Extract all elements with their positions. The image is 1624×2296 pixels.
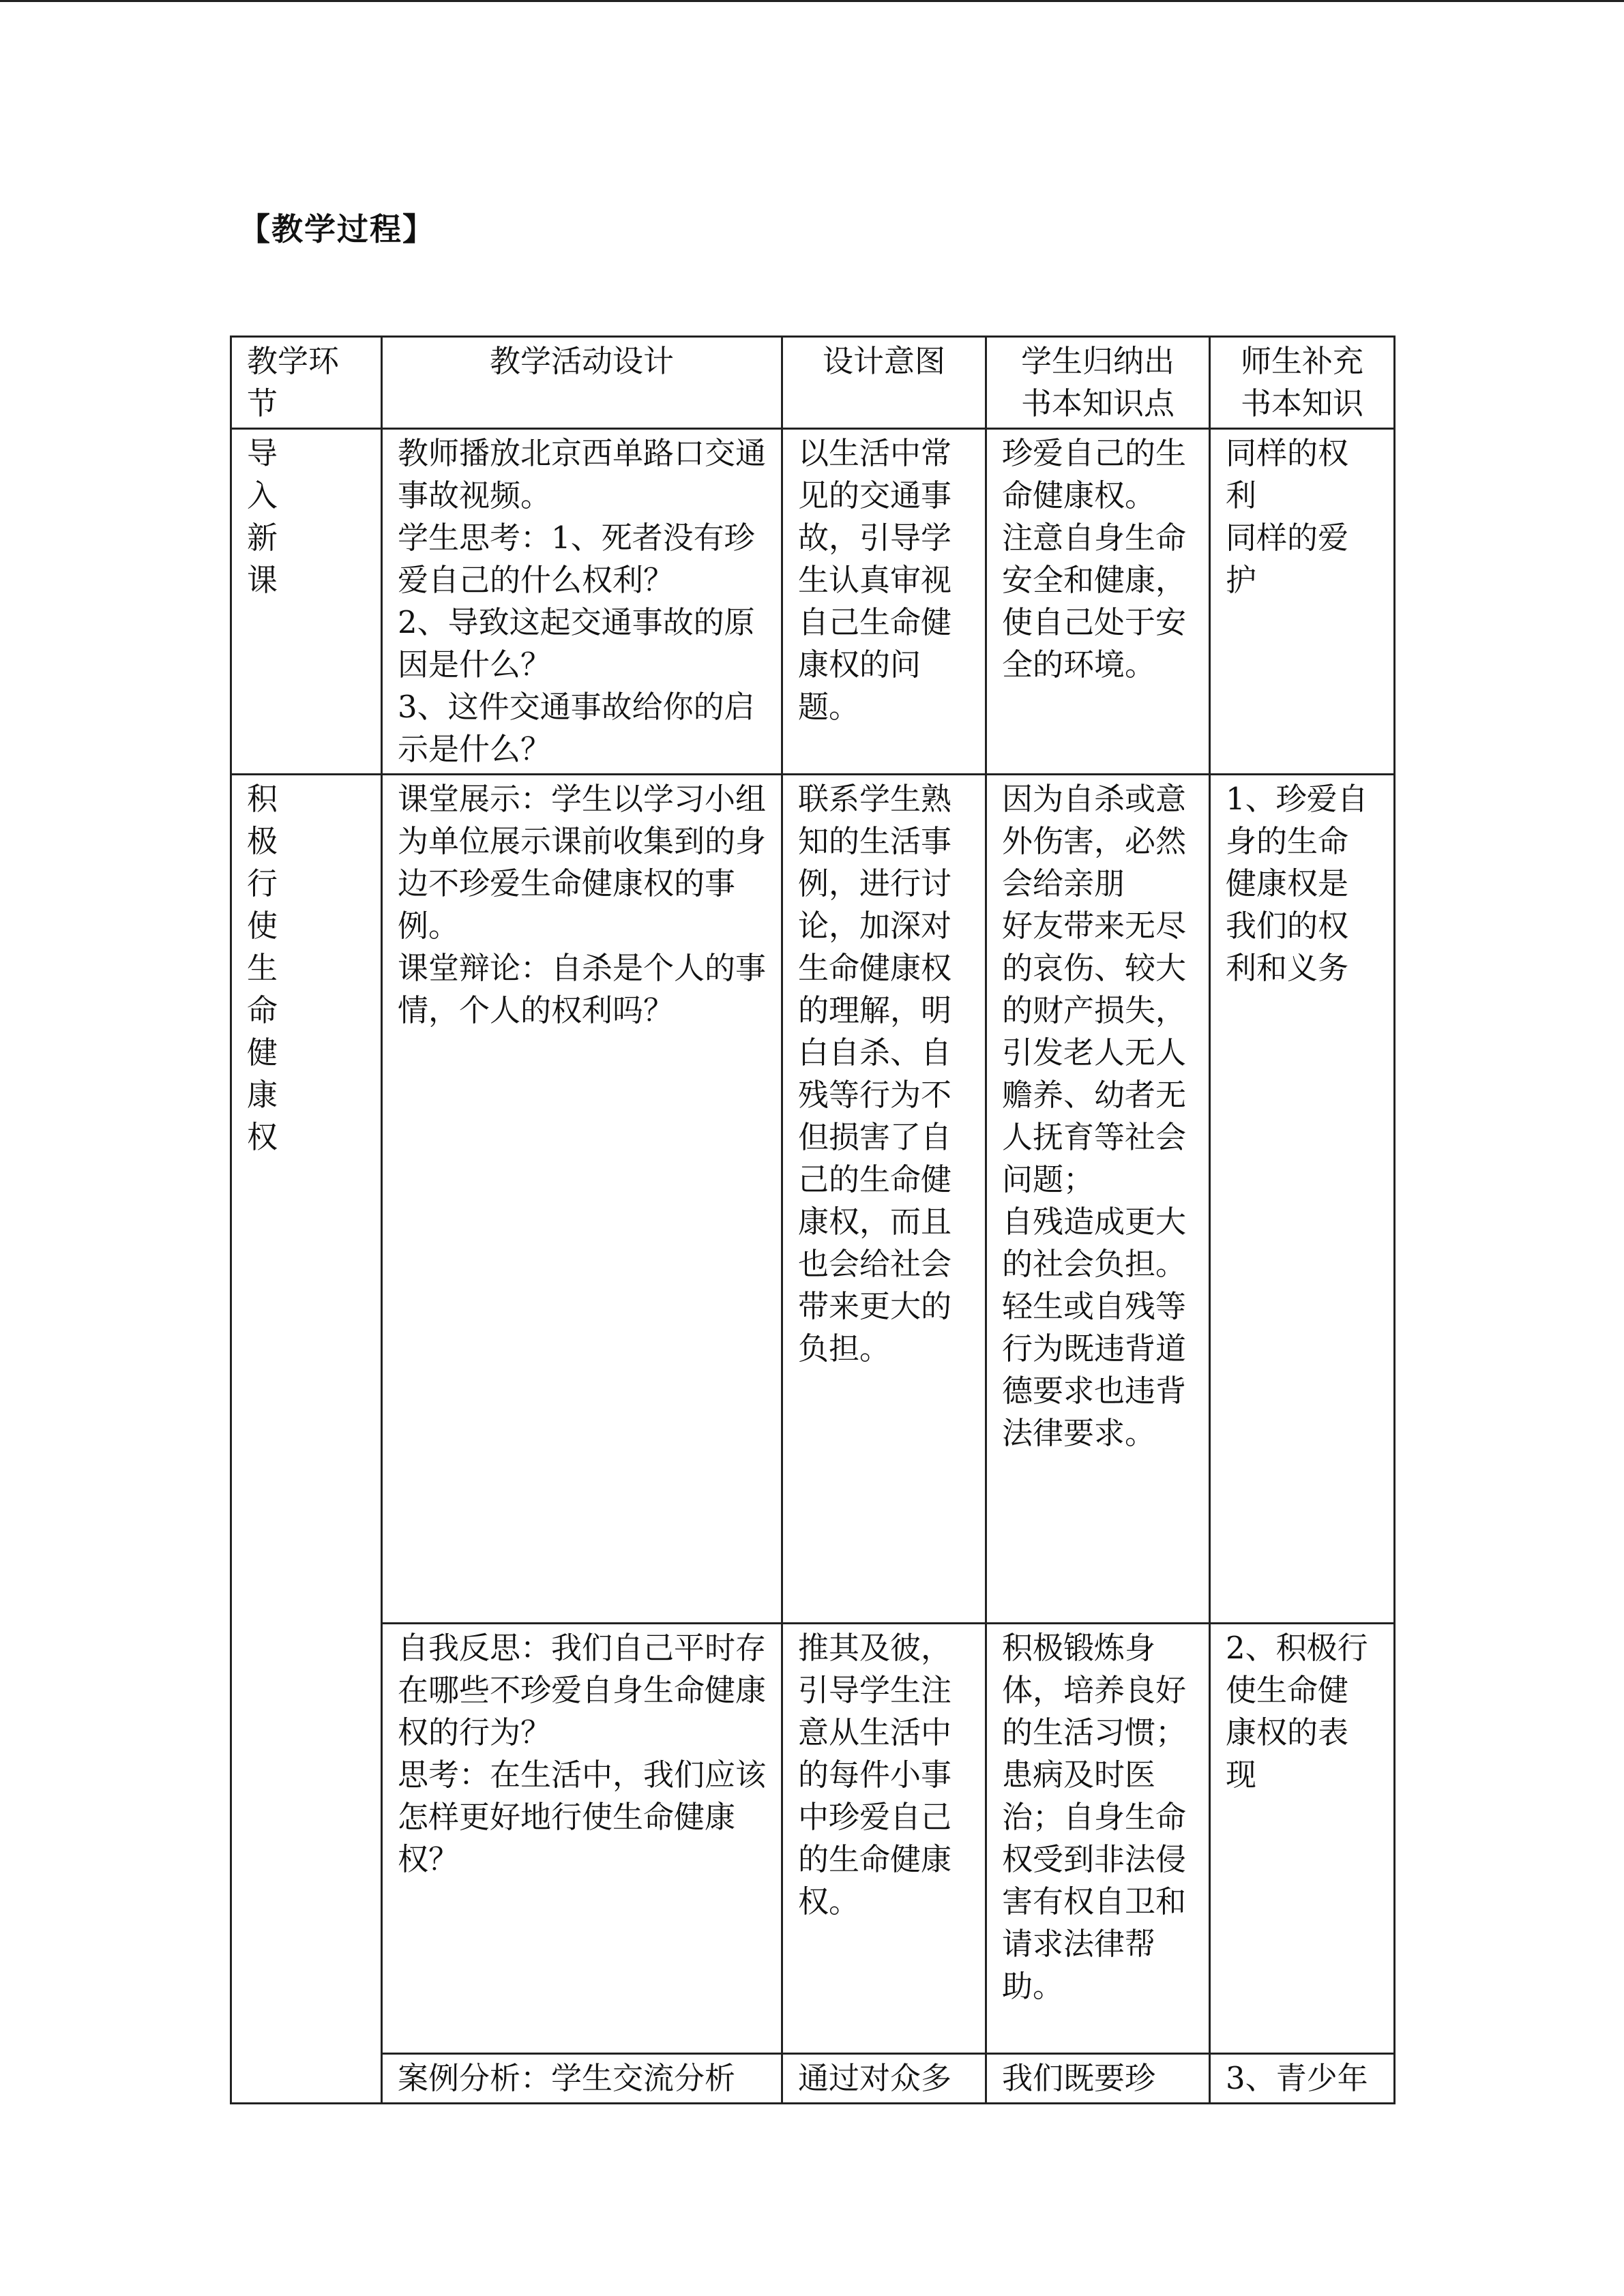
intent-cell: 通过对众多 [782, 2054, 986, 2104]
supplement-cell: 2、积极行使生命健康权的表现 [1210, 1624, 1395, 2054]
table-header-row [231, 337, 1395, 429]
student-points-cell: 珍爱自己的生命健康权。 注意自身生命安全和健康，使自己处于安全的环境。 [986, 429, 1210, 775]
table-row [231, 775, 1395, 1624]
section-heading: 【教学过程】 [239, 211, 435, 248]
stage-cell: 导 入 新 课 [231, 429, 382, 775]
stage-cell: 积 极 行 使 生 命 健 康 权 [231, 775, 382, 2104]
intent-cell: 联系学生熟知的生活事例，进行讨论，加深对生命健康权的理解，明白自杀、自残等行为不但损害了自己的生命健康权，而且也会给社会带来更大的负担。 [782, 775, 986, 1624]
col-header-intent: 设计意图 [782, 337, 986, 429]
activity-cell: 教师播放北京西单路口交通事故视频。 学生思考：1、死者没有珍爱自己的什么权利？ 2、导致这起交通事故的原因是什么？ 3、这件交通事故给你的启示是什么？ [382, 429, 782, 775]
page-top-border [0, 0, 1624, 2]
student-points-cell: 我们既要珍 [986, 2054, 1210, 2104]
intent-cell: 以生活中常见的交通事故，引导学生认真审视自己生命健康权的问题。 [782, 429, 986, 775]
student-points-cell: 积极锻炼身体，培养良好的生活习惯；患病及时医治；自身生命权受到非法侵害有权自卫和请求法律帮助。 [986, 1624, 1210, 2054]
table-row [231, 429, 1395, 775]
table-row [231, 1624, 1395, 2054]
col-header-supplement: 师生补充 书本知识 [1210, 337, 1395, 429]
table-row [231, 2054, 1395, 2104]
activity-cell: 课堂展示：学生以学习小组为单位展示课前收集到的身边不珍爱生命健康权的事例。 课堂辩论：自杀是个人的事情，个人的权利吗？ [382, 775, 782, 1624]
supplement-cell: 1、珍爱自身的生命健康权是我们的权利和义务 [1210, 775, 1395, 1624]
supplement-cell: 3、青少年 [1210, 2054, 1395, 2104]
col-header-stage: 教学环 节 [231, 337, 382, 429]
supplement-cell: 同样的权利 同样的爱护 [1210, 429, 1395, 775]
col-header-student-points: 学生归纳出 书本知识点 [986, 337, 1210, 429]
teaching-process-table [230, 336, 1396, 2104]
intent-cell: 推其及彼，引导学生注意从生活中的每件小事中珍爱自己的生命健康权。 [782, 1624, 986, 2054]
activity-cell: 案例分析：学生交流分析 [382, 2054, 782, 2104]
activity-cell: 自我反思：我们自己平时存在哪些不珍爱自身生命健康权的行为？ 思考：在生活中，我们应该怎样更好地行使生命健康权？ [382, 1624, 782, 2054]
student-points-cell: 因为自杀或意外伤害，必然会给亲朋 好友带来无尽的哀伤、较大的财产损失，引发老人无人赡养、幼者无人抚育等社会问题； 自残造成更大的社会负担。轻生或自残等行为既违背道德要求也违背法律要求。 [986, 775, 1210, 1624]
col-header-activity: 教学活动设计 [382, 337, 782, 429]
